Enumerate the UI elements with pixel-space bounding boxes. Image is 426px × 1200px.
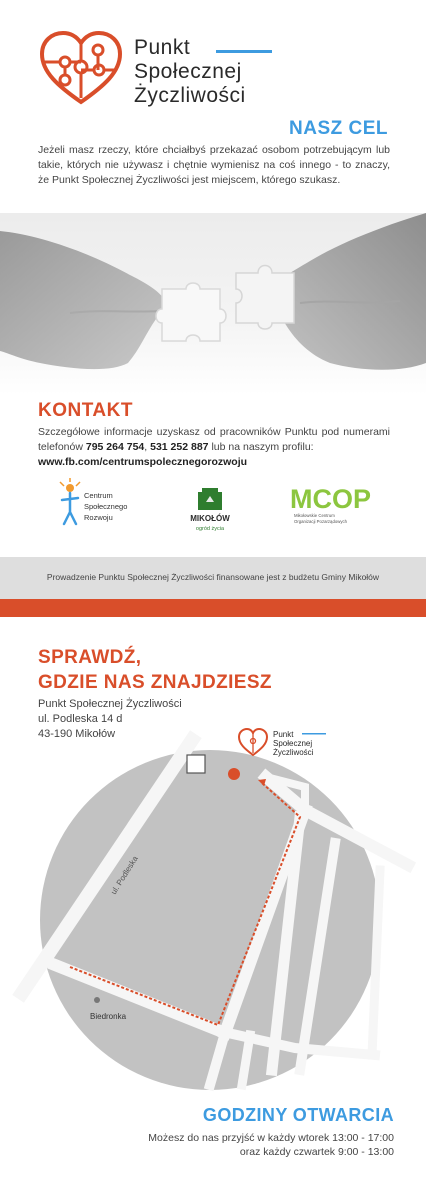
contact-heading: KONTAKT [38,400,133,421]
mikolow-logo-tagline: ogród życia [195,526,225,532]
address-line-1: Punkt Społecznej Życzliwości [38,698,182,710]
map-logo-line-1: Punkt [273,730,294,739]
red-divider [0,599,426,617]
csr-logo-line-3: Rozwoju [84,513,113,522]
goal-heading: NASZ CEL [289,118,388,139]
phone-number-1[interactable]: 795 264 754 [85,441,145,453]
goal-text: Jeżeli masz rzeczy, które chciałbyś przekazać osobom potrzebującym lub takie, których nie używasz i chętnie wymienisz na coś innego - to znaczy, że Punkt Społecznej Życzliwości jest miejscem, którego szukasz. [38,144,390,186]
mcop-logo-line-2: Organizacji Pozarządowych [294,519,348,524]
csr-logo-line-1: Centrum [84,491,113,500]
logo-accent-line [216,50,272,53]
map-logo-line-3: Życzliwości [273,748,314,757]
map-logo [239,729,326,757]
mikolow-logo-name: MIKOŁÓW [190,514,230,523]
shop-marker-icon [94,997,100,1003]
location-heading-line-1: SPRAWDŹ, [38,647,142,668]
contact-intro: Szczegółowe informacje uzyskasz od pracowników Punktu pod numerami telefonów [38,426,390,453]
logo-line-2: Społecznej [134,60,242,83]
street-label: ul. Podleska [109,854,140,897]
shop-label: Biedronka [90,1012,127,1021]
heart-puzzle-logo-icon [38,30,124,106]
hours-line-1: Możesz do nas przyjść w każdy wtorek 13:00 - 17:00 [148,1132,394,1144]
location-heading [38,645,272,695]
hands-puzzle-photo [0,213,426,395]
logo-wordmark [134,36,314,108]
csr-logo-line-2: Społecznego [84,502,128,511]
mcop-logo-line-1: Mikołowskie Centrum [294,513,335,518]
logo-line-1: Punkt [134,36,191,59]
contact-separator: , [144,441,151,453]
building-icon [187,755,205,773]
funding-text: Prowadzenie Punktu Społecznej Życzliwości finansowane jest z budżetu Gminy Mikołów [46,572,380,582]
csr-partner-logo [58,478,138,536]
mcop-logo-name: MCOP [290,484,371,514]
hours-line-2: oraz każdy czwartek 9:00 - 13:00 [239,1146,394,1158]
hours-heading: GODZINY OTWARCIA [202,1105,394,1125]
location-marker-icon [228,768,240,780]
phone-number-2[interactable]: 531 252 887 [150,441,209,453]
mcop-partner-logo [288,484,384,526]
facebook-link[interactable]: www.fb.com/centrumspolecznegorozwoju [38,456,248,468]
address-line-3: 43-190 Mikołów [38,728,116,740]
map-area [40,750,380,1090]
funding-bar [0,557,426,599]
location-map [0,725,426,1095]
location-heading-line-2: GDZIE NAS ZNAJDZIESZ [38,672,272,693]
contact-text [38,425,390,470]
logo-line-3: Życzliwości [134,84,246,107]
address-line-2: ul. Podleska 14 d [38,713,123,725]
mikolow-partner-logo [180,484,240,536]
map-logo-line-2: Społecznej [273,739,313,748]
contact-outro: lub na naszym profilu: [208,441,314,453]
